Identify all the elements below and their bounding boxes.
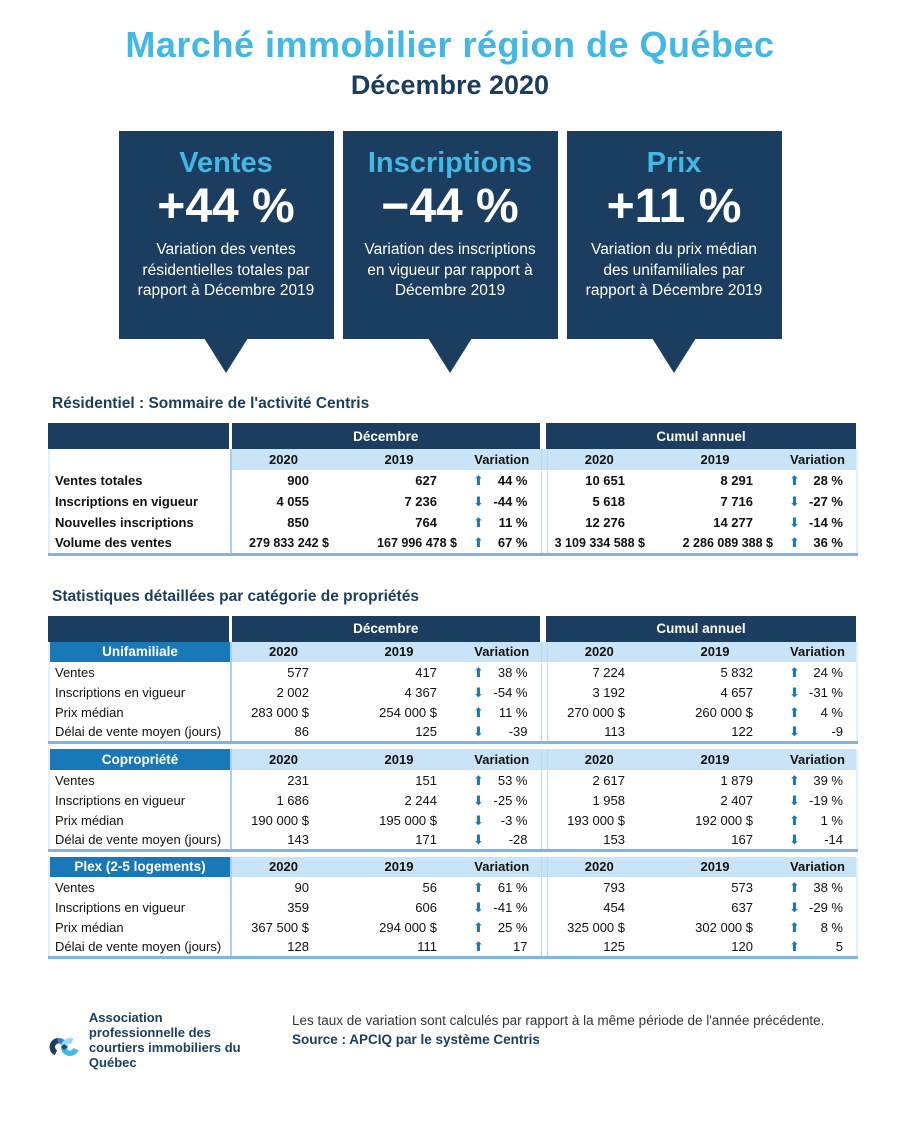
- variation-value: 24 %: [813, 665, 843, 681]
- apciq-logo-icon: [48, 1005, 81, 1089]
- value-cell: 7 716: [651, 491, 779, 512]
- details-group-header: [48, 616, 856, 642]
- value-cell: 120: [651, 938, 779, 958]
- row-label: Ventes: [49, 878, 231, 898]
- arrow-up-icon: ⬆: [473, 939, 484, 955]
- value-cell: 4 055: [231, 491, 335, 512]
- summary-table: [48, 423, 852, 556]
- variation-cell: [779, 938, 857, 958]
- arrow-down-icon: ⬇: [789, 792, 800, 808]
- variation-value: 67 %: [497, 535, 528, 551]
- details-section-title: Statistiques détaillées par catégorie de propriétés: [52, 587, 419, 605]
- col-header-2019: 2019: [651, 749, 779, 770]
- category-header-row: [49, 749, 857, 770]
- section-plex: [48, 857, 858, 960]
- callout-value: −44 %: [381, 180, 519, 233]
- value-cell: 417: [335, 663, 463, 683]
- page-title: Marché immobilier région de Québec: [125, 24, 775, 65]
- arrow-down-icon: ⬇: [473, 900, 484, 915]
- table-row: [49, 470, 857, 491]
- variation-cell: [463, 770, 541, 790]
- variation-value: 5: [835, 939, 843, 955]
- arrow-up-icon: ⬆: [789, 705, 800, 720]
- callout-row: [0, 131, 900, 339]
- row-label: Nouvelles inscriptions: [49, 512, 231, 533]
- variation-value: 25 %: [497, 920, 528, 935]
- variation-cell: [463, 938, 541, 958]
- arrow-up-icon: ⬆: [473, 665, 484, 681]
- col-header-2019: 2019: [335, 857, 463, 878]
- speech-tail-icon: [204, 338, 248, 373]
- value-cell: 2 617: [547, 770, 651, 790]
- variation-cell: [779, 723, 857, 743]
- arrow-up-icon: ⬆: [473, 772, 484, 788]
- arrow-down-icon: ⬇: [789, 724, 800, 740]
- variation-cell: [463, 683, 541, 703]
- variation-value: -27 %: [809, 494, 843, 509]
- value-cell: 4 657: [651, 683, 779, 703]
- value-cell: 3 109 334 588 $: [547, 533, 651, 554]
- row-label: Prix médian: [49, 810, 231, 830]
- value-cell: 122: [651, 723, 779, 743]
- variation-value: 8 %: [820, 920, 843, 935]
- variation-cell: [779, 878, 857, 898]
- value-cell: 4 367: [335, 683, 463, 703]
- details-table: [48, 616, 852, 960]
- value-cell: 14 277: [651, 512, 779, 533]
- variation-cell: [779, 491, 857, 512]
- variation-cell: [463, 533, 541, 554]
- value-cell: 192 000 $: [651, 810, 779, 830]
- value-cell: 111: [335, 938, 463, 958]
- value-cell: 900: [231, 470, 335, 491]
- value-cell: 793: [547, 878, 651, 898]
- section-copropriete: [48, 749, 858, 852]
- col-header-2019: 2019: [651, 449, 779, 470]
- arrow-down-icon: ⬇: [473, 724, 484, 740]
- category-label: Copropriété: [49, 749, 231, 770]
- value-cell: 1 879: [651, 770, 779, 790]
- apciq-logo-text: Association professionnelle des courtiers immobiliers du Québec: [88, 1010, 241, 1070]
- row-label: Inscriptions en vigueur: [49, 491, 231, 512]
- variation-value: -28: [508, 831, 528, 847]
- page-footer: [48, 1005, 852, 1089]
- callout-description: Variation des inscriptions en vigueur par rapport à Décembre 2019: [364, 241, 536, 299]
- value-cell: 573: [651, 878, 779, 898]
- value-cell: 231: [231, 770, 335, 790]
- variation-cell: [463, 830, 541, 850]
- value-cell: 193 000 $: [547, 810, 651, 830]
- variation-value: -14 %: [809, 515, 843, 530]
- value-cell: 764: [335, 512, 463, 533]
- col-header-variation: Variation: [463, 449, 541, 470]
- group-header-decembre: Décembre: [230, 423, 540, 449]
- variation-cell: [779, 703, 857, 723]
- group-header-cumul: Cumul annuel: [546, 616, 856, 642]
- report-header: [0, 24, 900, 101]
- variation-cell: [779, 898, 857, 918]
- variation-value: 1 %: [820, 812, 843, 828]
- variation-value: -39: [508, 724, 528, 740]
- corner-cell: [48, 616, 230, 642]
- variation-cell: [779, 770, 857, 790]
- variation-cell: [463, 898, 541, 918]
- table-row: [49, 703, 857, 723]
- variation-cell: [463, 491, 541, 512]
- footer-source: Source : APCIQ par le système Centris: [292, 1032, 540, 1047]
- variation-value: 36 %: [813, 535, 843, 551]
- value-cell: 8 291: [651, 470, 779, 491]
- arrow-down-icon: ⬇: [789, 515, 800, 530]
- value-cell: 56: [335, 878, 463, 898]
- value-cell: 171: [335, 830, 463, 850]
- col-header-variation: Variation: [779, 449, 857, 470]
- variation-cell: [779, 683, 857, 703]
- variation-value: -44 %: [493, 494, 528, 509]
- variation-cell: [463, 663, 541, 683]
- table-row: [49, 830, 857, 850]
- arrow-down-icon: ⬇: [473, 685, 484, 700]
- footer-text-block: [292, 1013, 824, 1047]
- arrow-up-icon: ⬆: [473, 920, 484, 935]
- table-row: [49, 878, 857, 898]
- variation-cell: [463, 790, 541, 810]
- arrow-up-icon: ⬆: [789, 473, 800, 489]
- col-header-2020: 2020: [231, 449, 335, 470]
- value-cell: 143: [231, 830, 335, 850]
- callout-value: +11 %: [606, 180, 742, 233]
- col-header-2019: 2019: [651, 857, 779, 878]
- footer-note: Les taux de variation sont calculés par rapport à la même période de l'année précédente.: [292, 1013, 825, 1028]
- arrow-up-icon: ⬆: [473, 705, 484, 720]
- col-header-2020: 2020: [547, 642, 651, 663]
- variation-cell: [779, 790, 857, 810]
- variation-value: 4 %: [820, 705, 843, 720]
- value-cell: 254 000 $: [335, 703, 463, 723]
- variation-value: -41 %: [493, 900, 528, 915]
- variation-cell: [463, 470, 541, 491]
- variation-cell: [463, 810, 541, 830]
- variation-value: 39 %: [813, 772, 843, 788]
- variation-value: -25 %: [493, 792, 528, 808]
- variation-cell: [463, 878, 541, 898]
- value-cell: 167 996 478 $: [335, 533, 463, 554]
- arrow-down-icon: ⬇: [789, 685, 800, 700]
- variation-value: -19 %: [809, 792, 843, 808]
- table-row: [49, 663, 857, 683]
- col-header-2019: 2019: [335, 642, 463, 663]
- table-row: [49, 790, 857, 810]
- callout-value: +44 %: [157, 180, 295, 233]
- empty-cell: [49, 449, 231, 470]
- value-cell: 2 244: [335, 790, 463, 810]
- value-cell: 125: [547, 938, 651, 958]
- col-header-variation: Variation: [779, 749, 857, 770]
- arrow-down-icon: ⬇: [473, 494, 484, 509]
- value-cell: 577: [231, 663, 335, 683]
- callout-inscriptions: [343, 131, 558, 339]
- value-cell: 153: [547, 830, 651, 850]
- callout-title: Prix: [646, 147, 702, 179]
- variation-cell: [779, 830, 857, 850]
- table-row: [49, 683, 857, 703]
- callout-description: Variation du prix médian des unifamiliales par rapport à Décembre 2019: [585, 241, 763, 299]
- table-row: [49, 512, 857, 533]
- arrow-up-icon: ⬆: [473, 535, 484, 551]
- arrow-down-icon: ⬇: [789, 900, 800, 915]
- value-cell: 113: [547, 723, 651, 743]
- value-cell: 125: [335, 723, 463, 743]
- row-label: Ventes: [49, 663, 231, 683]
- arrow-up-icon: ⬆: [789, 880, 800, 896]
- variation-cell: [463, 512, 541, 533]
- category-header-row: [49, 857, 857, 878]
- row-label: Délai de vente moyen (jours): [49, 723, 231, 743]
- arrow-up-icon: ⬆: [789, 665, 800, 681]
- category-header-row: [49, 642, 857, 663]
- value-cell: 2 002: [231, 683, 335, 703]
- arrow-up-icon: ⬆: [789, 812, 800, 828]
- variation-value: -3 %: [500, 812, 528, 828]
- variation-value: 38 %: [813, 880, 843, 896]
- value-cell: 2 286 089 388 $: [651, 533, 779, 554]
- col-header-variation: Variation: [779, 857, 857, 878]
- arrow-up-icon: ⬆: [473, 473, 484, 489]
- col-header-2019: 2019: [651, 642, 779, 663]
- arrow-down-icon: ⬇: [789, 831, 800, 847]
- value-cell: 1 958: [547, 790, 651, 810]
- variation-cell: [779, 918, 857, 938]
- variation-value: 11 %: [498, 705, 528, 720]
- col-header-variation: Variation: [779, 642, 857, 663]
- value-cell: 606: [335, 898, 463, 918]
- variation-value: 44 %: [497, 473, 528, 489]
- category-label: Unifamiliale: [49, 642, 231, 663]
- variation-cell: [779, 470, 857, 491]
- value-cell: 90: [231, 878, 335, 898]
- group-header-cumul: Cumul annuel: [546, 423, 856, 449]
- variation-value: -14: [824, 831, 843, 847]
- col-header-variation: Variation: [463, 749, 541, 770]
- value-cell: 5 618: [547, 491, 651, 512]
- arrow-down-icon: ⬇: [473, 792, 484, 808]
- variation-cell: [779, 512, 857, 533]
- value-cell: 283 000 $: [231, 703, 335, 723]
- corner-cell: [48, 423, 230, 449]
- callout-prix: [567, 131, 782, 339]
- table-row: [49, 770, 857, 790]
- arrow-up-icon: ⬆: [789, 939, 800, 955]
- value-cell: 7 236: [335, 491, 463, 512]
- table-row: [49, 533, 857, 554]
- group-header-decembre: Décembre: [230, 616, 540, 642]
- row-label: Délai de vente moyen (jours): [49, 830, 231, 850]
- variation-cell: [463, 918, 541, 938]
- variation-value: -29 %: [809, 900, 843, 915]
- arrow-up-icon: ⬆: [789, 772, 800, 788]
- variation-cell: [779, 663, 857, 683]
- speech-tail-icon: [652, 338, 696, 373]
- summary-body: [48, 449, 858, 556]
- value-cell: 151: [335, 770, 463, 790]
- value-cell: 270 000 $: [547, 703, 651, 723]
- variation-cell: [779, 810, 857, 830]
- col-header-2020: 2020: [547, 449, 651, 470]
- col-header-2019: 2019: [335, 449, 463, 470]
- apciq-logo-block: [48, 1005, 248, 1089]
- table-row: [49, 918, 857, 938]
- value-cell: 10 651: [547, 470, 651, 491]
- variation-cell: [463, 703, 541, 723]
- value-cell: 850: [231, 512, 335, 533]
- col-header-2020: 2020: [547, 857, 651, 878]
- arrow-down-icon: ⬇: [473, 812, 484, 828]
- arrow-up-icon: ⬆: [473, 515, 484, 530]
- value-cell: 3 192: [547, 683, 651, 703]
- row-label: Inscriptions en vigueur: [49, 683, 231, 703]
- arrow-up-icon: ⬆: [473, 880, 484, 896]
- variation-cell: [463, 723, 541, 743]
- row-label: Délai de vente moyen (jours): [49, 938, 231, 958]
- callout-ventes: [119, 131, 334, 339]
- column-header-row: [49, 449, 857, 470]
- variation-value: -54 %: [493, 685, 528, 700]
- value-cell: 302 000 $: [651, 918, 779, 938]
- value-cell: 279 833 242 $: [231, 533, 335, 554]
- value-cell: 627: [335, 470, 463, 491]
- col-header-2020: 2020: [547, 749, 651, 770]
- arrow-down-icon: ⬇: [789, 494, 800, 509]
- variation-value: 38 %: [497, 665, 528, 681]
- col-header-variation: Variation: [463, 857, 541, 878]
- table-row: [49, 938, 857, 958]
- category-label: Plex (2-5 logements): [49, 857, 231, 878]
- row-label: Prix médian: [49, 703, 231, 723]
- row-label: Inscriptions en vigueur: [49, 898, 231, 918]
- value-cell: 294 000 $: [335, 918, 463, 938]
- value-cell: 454: [547, 898, 651, 918]
- value-cell: 195 000 $: [335, 810, 463, 830]
- section-unifamiliale: [48, 642, 858, 745]
- value-cell: 7 224: [547, 663, 651, 683]
- value-cell: 359: [231, 898, 335, 918]
- table-row: [49, 898, 857, 918]
- value-cell: 260 000 $: [651, 703, 779, 723]
- page-subtitle: Décembre 2020: [350, 70, 550, 100]
- summary-group-header: [48, 423, 856, 449]
- value-cell: 12 276: [547, 512, 651, 533]
- value-cell: 367 500 $: [231, 918, 335, 938]
- value-cell: 128: [231, 938, 335, 958]
- value-cell: 190 000 $: [231, 810, 335, 830]
- arrow-up-icon: ⬆: [789, 535, 800, 551]
- arrow-up-icon: ⬆: [789, 920, 800, 935]
- col-header-2019: 2019: [335, 749, 463, 770]
- variation-value: 17: [513, 939, 528, 955]
- row-label: Prix médian: [49, 918, 231, 938]
- row-label: Ventes: [49, 770, 231, 790]
- table-row: [49, 810, 857, 830]
- variation-value: 28 %: [813, 473, 843, 489]
- value-cell: 167: [651, 830, 779, 850]
- value-cell: 86: [231, 723, 335, 743]
- value-cell: 2 407: [651, 790, 779, 810]
- summary-section-title: Résidentiel : Sommaire de l'activité Centris: [52, 395, 370, 412]
- col-header-variation: Variation: [463, 642, 541, 663]
- callout-title: Ventes: [179, 147, 273, 179]
- variation-value: -31 %: [809, 685, 843, 700]
- row-label: Inscriptions en vigueur: [49, 790, 231, 810]
- col-header-2020: 2020: [231, 749, 335, 770]
- value-cell: 1 686: [231, 790, 335, 810]
- value-cell: 5 832: [651, 663, 779, 683]
- variation-cell: [779, 533, 857, 554]
- row-label: Volume des ventes: [49, 533, 231, 554]
- arrow-down-icon: ⬇: [473, 831, 484, 847]
- value-cell: 325 000 $: [547, 918, 651, 938]
- col-header-2020: 2020: [231, 642, 335, 663]
- variation-value: -9: [831, 724, 843, 740]
- callout-title: Inscriptions: [367, 147, 533, 179]
- table-row: [49, 723, 857, 743]
- value-cell: 637: [651, 898, 779, 918]
- variation-value: 11 %: [498, 515, 528, 530]
- callout-description: Variation des ventes résidentielles totales par rapport à Décembre 2019: [137, 241, 315, 299]
- col-header-2020: 2020: [231, 857, 335, 878]
- table-row: [49, 491, 857, 512]
- variation-value: 61 %: [497, 880, 528, 896]
- variation-value: 53 %: [497, 772, 528, 788]
- row-label: Ventes totales: [49, 470, 231, 491]
- speech-tail-icon: [428, 338, 472, 373]
